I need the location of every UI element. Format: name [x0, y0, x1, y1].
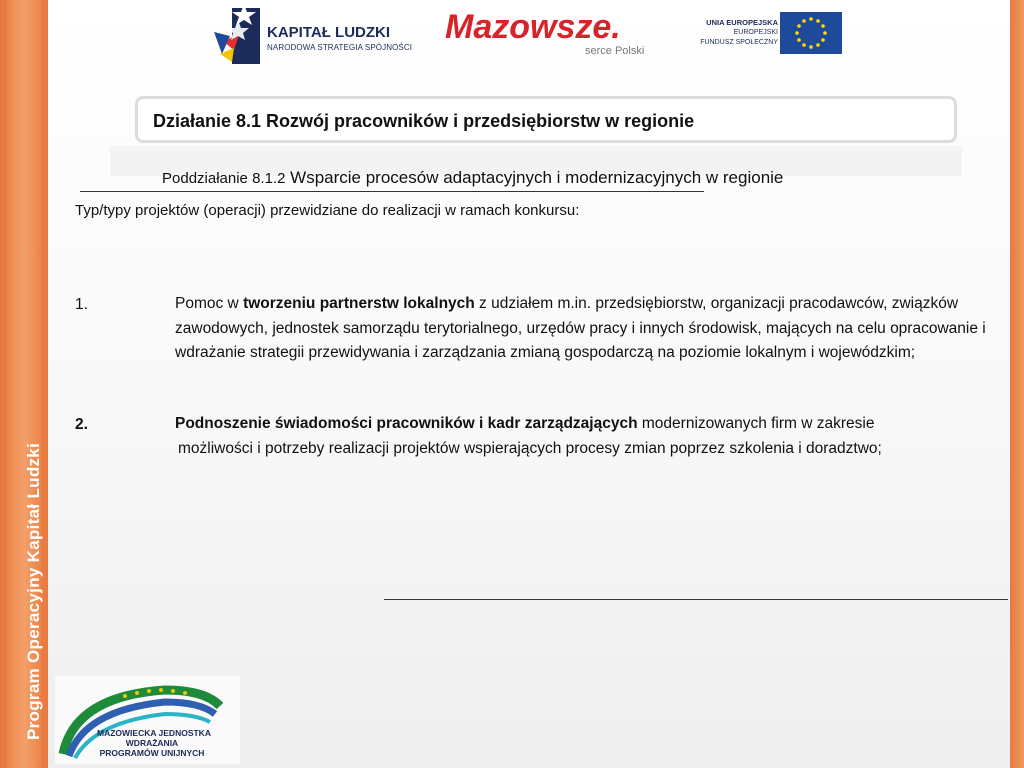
action-title: Działanie 8.1 Rozwój pracowników i przedsiębiorstw w regionie [153, 111, 695, 131]
action-title-box [135, 96, 957, 143]
mjwpu-logo [55, 676, 240, 764]
eu-line-2: EUROPEJSKI [733, 29, 778, 36]
item-2-rest: modernizowanych firm w zakresie [637, 415, 875, 432]
mazowsze-tagline: serce Polski [585, 45, 645, 57]
eu-logo [690, 12, 850, 56]
right-orange-bar [1010, 0, 1024, 768]
kapital-ludzki-title: KAPITAŁ LUDZKI [267, 24, 391, 41]
mjwpu-line-2: WDRAŻANIA [125, 738, 179, 748]
kapital-ludzki-emblem-icon [210, 2, 266, 66]
header-logos [200, 0, 860, 70]
program-vertical-title: Program Operacyjny Kapitał Ludzki [24, 442, 43, 740]
subaction-prefix: Poddziałanie 8.1.2 [162, 170, 286, 187]
mjwpu-line-1: MAZOWIECKA JEDNOSTKA [97, 728, 211, 738]
kapital-ludzki-logo [210, 2, 415, 66]
eu-line-1: UNIA EUROPEJSKA [706, 18, 778, 27]
item-2-text [175, 412, 990, 461]
mazowsze-wordmark-text: Mazowsze. [445, 8, 621, 46]
mazowsze-wordmark [445, 8, 660, 48]
subaction-title [162, 168, 783, 188]
item-1-lead: Pomoc w [175, 295, 244, 312]
divider-bottom [384, 599, 1008, 600]
item-1-bold: tworzeniu partnerstw lokalnych [243, 295, 475, 312]
project-types-intro: Typ/typy projektów (operacji) przewidziane do realizacji w ramach konkursu: [75, 202, 580, 219]
item-2-line2: możliwości i potrzeby realizacji projektów wspierających procesy zmian poprzez szkolenia i doradztwo; [178, 439, 882, 457]
item-2-bold: Podnoszenie świadomości pracowników i kadr zarządzających [175, 415, 638, 432]
kapital-ludzki-subtitle: NARODOWA STRATEGIA SPÓJNOŚCI [267, 43, 413, 52]
sidebar-orange-bar [0, 0, 48, 768]
eu-line-3: FUNDUSZ SPOŁECZNY [700, 39, 778, 46]
mazowsze-logo [445, 8, 660, 60]
item-2-number: 2. [75, 416, 88, 433]
item-1-text [175, 292, 990, 366]
eu-flag-icon [780, 12, 842, 54]
mjwpu-line-3: PROGRAMÓW UNIJNYCH [99, 748, 205, 758]
subaction-text: Wsparcie procesów adaptacyjnych i modernizacyjnych w regionie [285, 168, 784, 187]
item-1-rest: z udziałem m.in. przedsiębiorstw, organizacji pracodawców, związków zawodowych, jednostek samorządu terytorialnego, urzędów pracy i innych środowisk, mających na celu opracowanie i wdrażanie strategii przewidywania i zarządzania zmianą gospodarczą na poziomie lokalnym i wojewódzkim; [175, 295, 986, 361]
divider-top [80, 191, 704, 192]
item-1-number: 1. [75, 296, 88, 313]
